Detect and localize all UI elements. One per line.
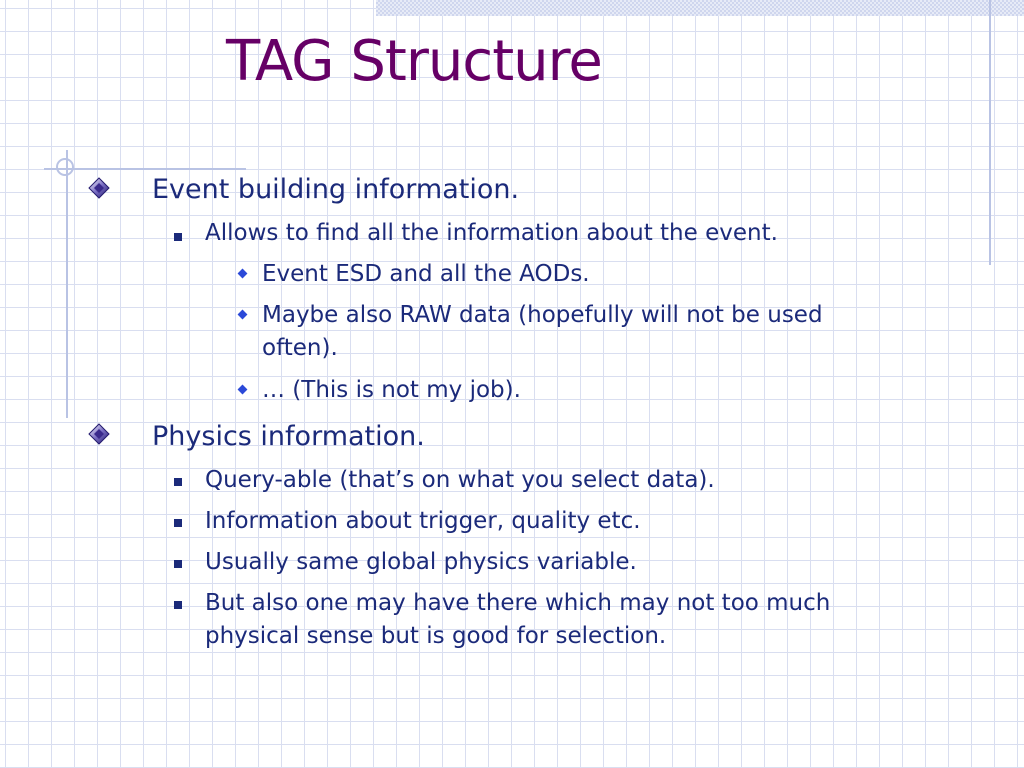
- right-decoration-line: [989, 0, 991, 265]
- sub-sub-bullet-esd-aods: Event ESD and all the AODs.: [262, 261, 590, 287]
- square-bullet-icon: [174, 519, 182, 527]
- sub-bullet-trigger-quality: Information about trigger, quality etc.: [205, 508, 641, 534]
- sub-sub-bullet-not-my-job: … (This is not my job).: [262, 377, 521, 403]
- sub-bullet-physical-sense: But also one may have there which may not too much physical sense but is good for selection.: [205, 590, 831, 649]
- sub-bullet-query-able: Query-able (that’s on what you select data).: [205, 467, 715, 493]
- sub-bullet-global-physics: Usually same global physics variable.: [205, 549, 637, 575]
- decoration-circle: [56, 158, 74, 176]
- header-decoration-band: [376, 0, 1024, 16]
- bullet-event-building: Event building information.: [152, 174, 520, 205]
- decoration-horizontal-line: [44, 168, 246, 170]
- square-bullet-icon: [174, 478, 182, 486]
- small-diamond-bullet-icon: [238, 385, 248, 395]
- sub-sub-bullet-raw-data: Maybe also RAW data (hopefully will not be used often).: [262, 302, 823, 361]
- small-diamond-bullet-icon: [238, 269, 248, 279]
- diamond-bullet-icon: [88, 423, 110, 445]
- bullet-physics-information: Physics information.: [152, 421, 425, 452]
- square-bullet-icon: [174, 601, 182, 609]
- small-diamond-bullet-icon: [238, 310, 248, 320]
- diamond-bullet-icon: [88, 177, 110, 199]
- slide-title: TAG Structure: [226, 29, 602, 94]
- sub-bullet-allows-find: Allows to find all the information about the event.: [205, 220, 778, 246]
- square-bullet-icon: [174, 233, 182, 241]
- square-bullet-icon: [174, 560, 182, 568]
- decoration-vertical-line: [66, 150, 68, 418]
